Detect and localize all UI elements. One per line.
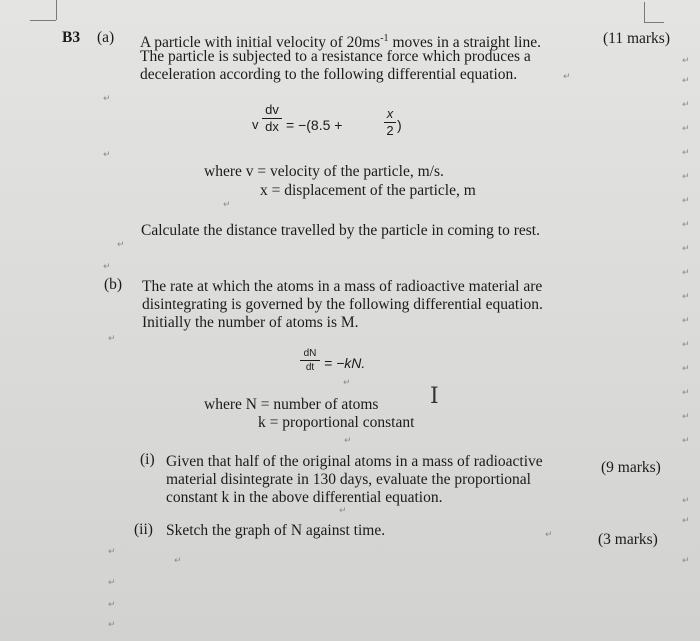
- sub-i-marks: (9 marks): [601, 459, 661, 476]
- where-n: where N = number of atoms: [204, 396, 379, 413]
- crop-line-left-h: [30, 20, 56, 21]
- paragraph-mark: ↵: [223, 200, 231, 210]
- crop-line-left-v: [56, 0, 57, 20]
- paragraph-mark: ↵: [108, 547, 116, 557]
- equation-a-x-over-2: [384, 107, 396, 138]
- text-cursor-icon: I: [430, 384, 439, 409]
- part-b-line-3: Initially the number of atoms is M.: [142, 314, 359, 331]
- equation-a: [252, 103, 432, 147]
- crop-line-right-h: [644, 22, 664, 23]
- velocity-exponent: -1: [380, 33, 389, 44]
- crop-line-right-v: [644, 2, 645, 22]
- paragraph-mark: ↵: [682, 100, 690, 110]
- paragraph-mark: ↵: [682, 148, 690, 158]
- part-a-line-1-tail: moves in a straight line.: [392, 34, 541, 52]
- paragraph-mark: ↵: [682, 292, 690, 302]
- equation-b-dn: dN: [303, 348, 317, 359]
- paragraph-mark: ↵: [682, 516, 690, 526]
- sub-i-line-2: material disintegrate in 130 days, evaluate the proportional: [166, 471, 531, 488]
- paragraph-mark: ↵: [344, 436, 352, 446]
- paragraph-mark: ↵: [682, 268, 690, 278]
- sub-i-line-1: Given that half of the original atoms in a mass of radioactive: [166, 453, 543, 470]
- paragraph-mark: ↵: [108, 578, 116, 588]
- equation-b-dn-dt: [300, 348, 320, 373]
- paragraph-mark: ↵: [682, 124, 690, 134]
- equation-a-v: v: [252, 117, 259, 132]
- paragraph-mark: ↵: [682, 436, 690, 446]
- sub-i-line-3: constant k in the above differential equation.: [166, 489, 443, 506]
- paragraph-mark: ↵: [682, 76, 690, 86]
- sub-ii-label: (ii): [134, 521, 153, 538]
- paragraph-mark: ↵: [682, 244, 690, 254]
- part-b-label: (b): [104, 276, 123, 293]
- paragraph-mark: ↵: [682, 364, 690, 374]
- equation-b-dt: dt: [305, 362, 315, 373]
- paragraph-mark: ↵: [103, 150, 111, 160]
- paragraph-mark: ↵: [682, 388, 690, 398]
- paragraph-mark: ↵: [682, 56, 690, 66]
- paragraph-mark: ↵: [682, 172, 690, 182]
- question-number: B3: [62, 29, 81, 46]
- paragraph-mark: ↵: [682, 556, 690, 566]
- paragraph-mark: ↵: [682, 340, 690, 350]
- equation-b: [300, 348, 420, 380]
- part-a-line-2: The particle is subjected to a resistance force which produces a: [140, 48, 531, 65]
- paragraph-mark: ↵: [174, 556, 182, 566]
- sub-ii-text: Sketch the graph of N against time.: [166, 522, 386, 539]
- equation-a-rhs-prefix: = −(8.5 +: [286, 117, 343, 133]
- equation-a-dx: dx: [265, 119, 279, 134]
- paragraph-mark: ↵: [103, 94, 111, 104]
- where-k: k = proportional constant: [258, 414, 415, 431]
- part-b-line-1: The rate at which the atoms in a mass of radioactive material are: [142, 278, 543, 295]
- paragraph-mark: ↵: [103, 262, 111, 272]
- part-a-line-3: deceleration according to the following differential equation.: [140, 66, 518, 83]
- paragraph-mark: ↵: [682, 412, 690, 422]
- part-a-line-1-main: A particle with initial velocity of 20ms: [140, 34, 381, 52]
- paragraph-mark: ↵: [545, 530, 553, 540]
- paragraph-mark: ↵: [563, 72, 571, 82]
- paragraph-mark: ↵: [343, 378, 351, 388]
- paragraph-mark: ↵: [682, 496, 690, 506]
- part-a-task: Calculate the distance travelled by the particle in coming to rest.: [141, 222, 540, 239]
- equation-a-2: 2: [386, 123, 394, 138]
- equation-a-rhs-suffix: ): [397, 117, 402, 133]
- paragraph-mark: ↵: [108, 620, 116, 630]
- part-a-label: (a): [97, 29, 115, 46]
- equation-a-dv: dv: [265, 102, 279, 117]
- sub-ii-marks: (3 marks): [598, 531, 658, 548]
- paragraph-mark: ↵: [682, 220, 690, 230]
- part-a-marks: (11 marks): [603, 30, 671, 47]
- equation-a-x: x: [386, 106, 394, 121]
- paragraph-mark: ↵: [117, 240, 125, 250]
- paragraph-mark: ↵: [682, 316, 690, 326]
- paragraph-mark: ↵: [682, 196, 690, 206]
- sub-i-label: (i): [140, 451, 155, 468]
- part-b-line-2: disintegrating is governed by the following differential equation.: [142, 296, 543, 313]
- paragraph-mark: ↵: [339, 506, 347, 516]
- equation-a-dv-dx: [262, 103, 282, 134]
- equation-b-rhs: = −kN.: [324, 355, 366, 371]
- paragraph-mark: ↵: [108, 334, 116, 344]
- where-displacement: x = displacement of the particle, m: [260, 182, 476, 199]
- where-velocity: where v = velocity of the particle, m/s.: [204, 163, 444, 180]
- paragraph-mark: ↵: [108, 600, 116, 610]
- equation-b-fraction-bar: [300, 360, 320, 361]
